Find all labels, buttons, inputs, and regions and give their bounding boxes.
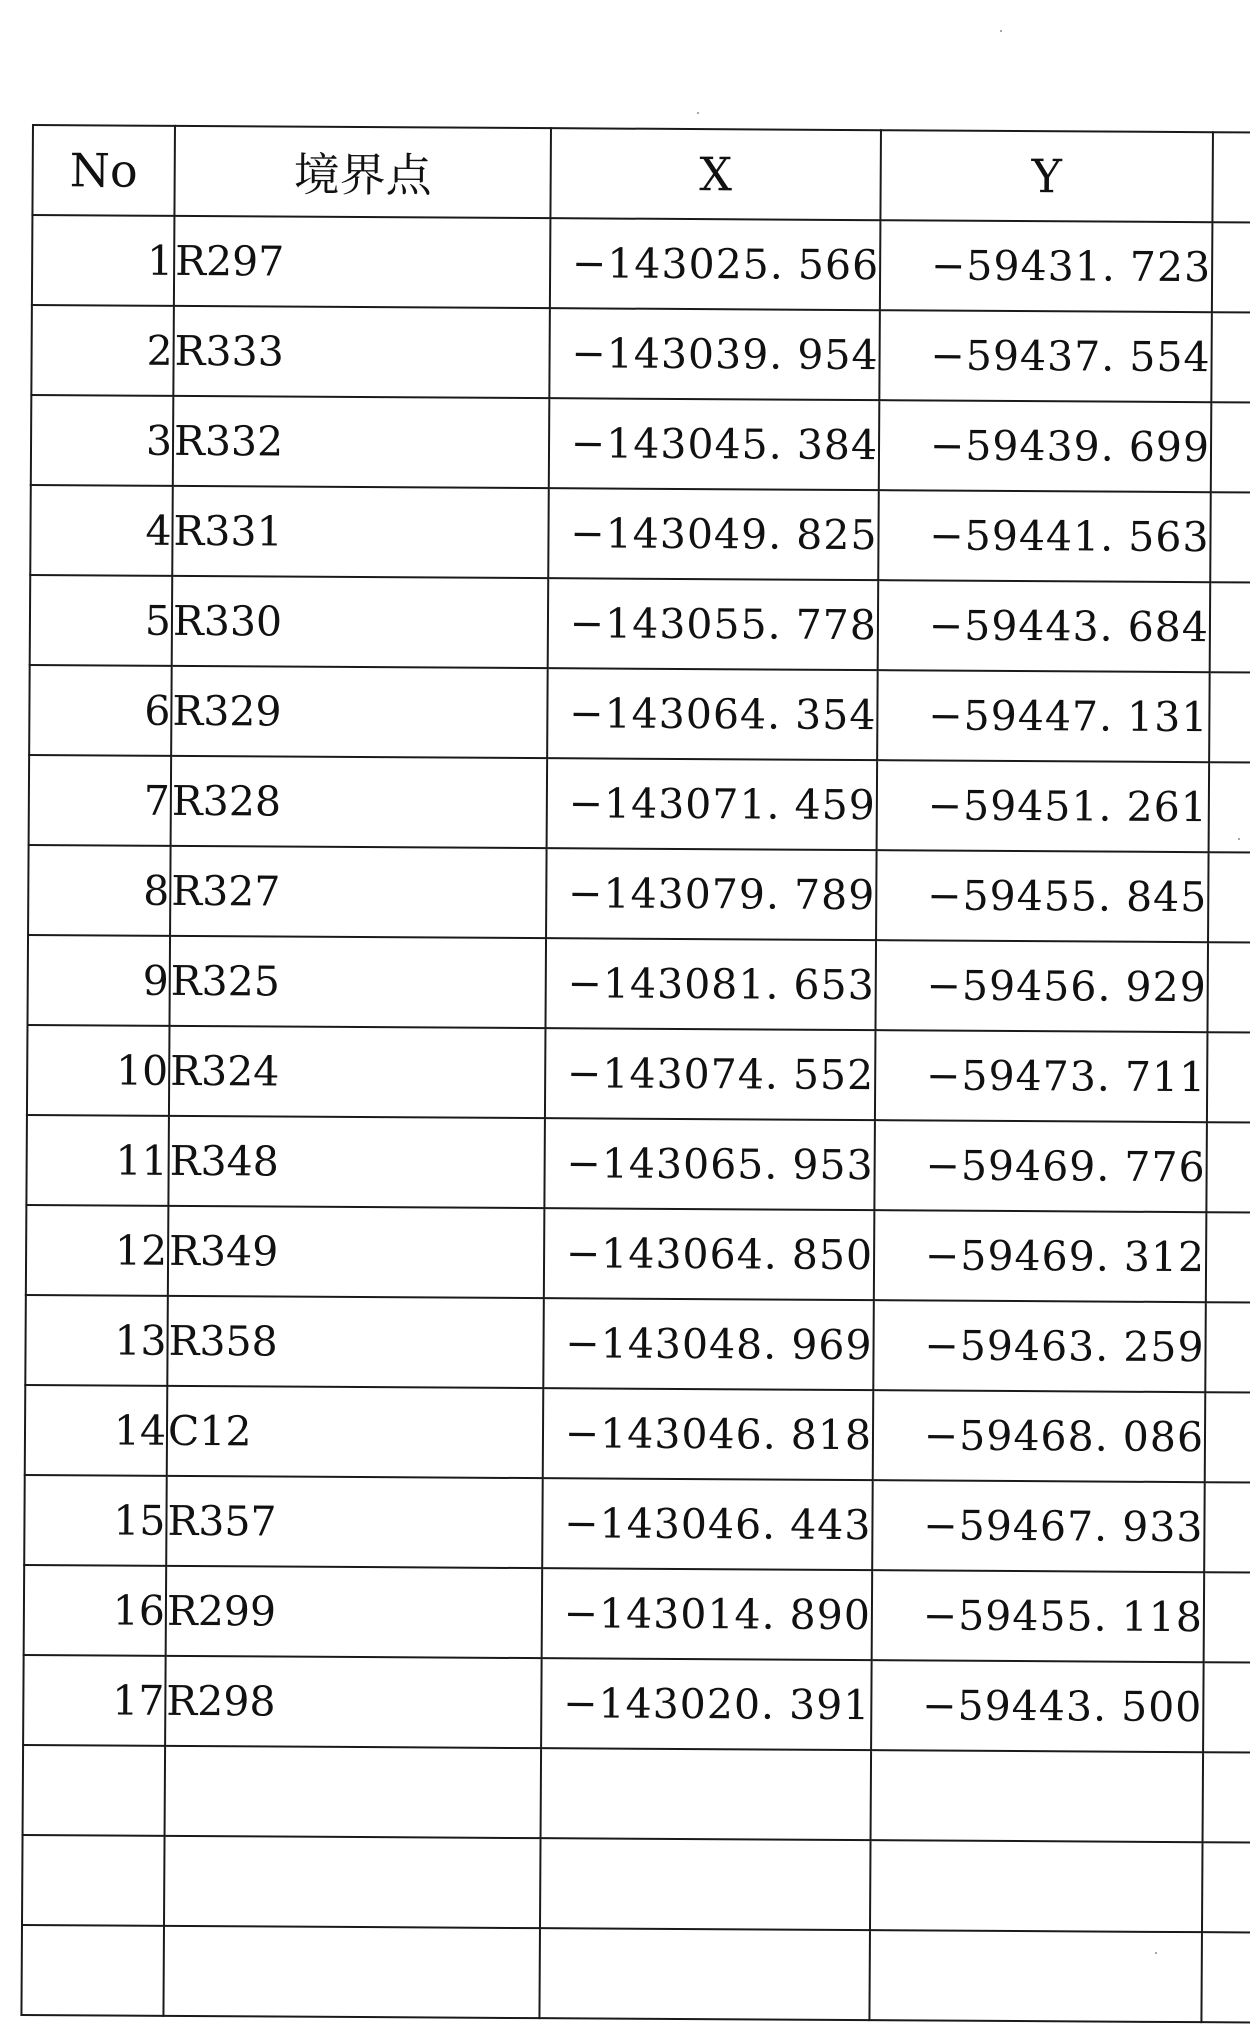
cell-boundary-point: R358 [167, 1296, 544, 1388]
cell-boundary-point [163, 1926, 540, 2018]
cell-no: 17 [23, 1655, 166, 1746]
cell-cut-off [1212, 222, 1250, 312]
table-row [31, 305, 1250, 403]
cell-y: −59468. 086 [873, 1390, 1206, 1482]
cell-no [21, 1925, 164, 2016]
cell-cut-off [1203, 1662, 1250, 1752]
cell-cut-off [1206, 1122, 1250, 1212]
cell-cut-off [1207, 942, 1250, 1032]
cell-y: −59469. 312 [874, 1210, 1207, 1302]
cell-y: −59456. 929 [875, 940, 1208, 1032]
scan-speck [697, 112, 699, 114]
cell-boundary-point: R297 [174, 216, 551, 308]
cell-cut-off [1206, 1212, 1250, 1302]
table-row [31, 395, 1250, 493]
cell-cut-off [1207, 1032, 1250, 1122]
cell-cut-off [1211, 312, 1250, 402]
cell-y: −59463. 259 [873, 1300, 1206, 1392]
cell-x: −143014. 890 [542, 1568, 873, 1660]
table-row-empty [22, 1835, 1250, 1933]
cell-no: 10 [27, 1025, 170, 1116]
cell-y: −59437. 554 [879, 310, 1212, 402]
cell-y [871, 1750, 1204, 1842]
cell-boundary-point: R298 [165, 1656, 542, 1748]
cell-no [23, 1745, 166, 1836]
cell-x: −143065. 953 [544, 1118, 875, 1210]
boundary-point-sheet [20, 124, 1250, 2023]
cell-boundary-point: R349 [168, 1206, 545, 1298]
cell-y: −59439. 699 [879, 400, 1212, 492]
table-header-row [32, 125, 1250, 223]
cell-x: −143055. 778 [548, 578, 879, 670]
cell-cut-off [1205, 1302, 1250, 1392]
cell-cut-off [1204, 1482, 1250, 1572]
cell-y: −59443. 684 [878, 580, 1211, 672]
cell-boundary-point: R357 [166, 1476, 543, 1568]
cell-cut-off [1209, 762, 1250, 852]
cell-y [869, 1930, 1202, 2022]
cell-x: −143081. 653 [545, 938, 876, 1030]
cell-cut-off [1201, 1932, 1250, 2022]
cell-x: −143046. 818 [543, 1388, 874, 1480]
table-row [23, 1655, 1250, 1753]
cell-cut-off [1211, 402, 1250, 492]
table-row [24, 1475, 1250, 1573]
cell-boundary-point: R348 [168, 1116, 545, 1208]
table-row [32, 215, 1250, 313]
cell-x: −143074. 552 [545, 1028, 876, 1120]
table-row-empty [23, 1745, 1250, 1843]
cell-boundary-point: R331 [172, 486, 549, 578]
table-row-empty [21, 1925, 1250, 2023]
cell-y: −59443. 500 [871, 1660, 1204, 1752]
scan-speck [1000, 30, 1002, 32]
cell-no: 2 [31, 305, 174, 396]
table-row [24, 1565, 1250, 1663]
table-row [26, 1115, 1250, 1213]
cell-boundary-point: R325 [169, 936, 546, 1028]
cell-x [541, 1748, 872, 1840]
cell-y: −59467. 933 [872, 1480, 1205, 1572]
cell-cut-off [1209, 672, 1250, 762]
cell-cut-off [1208, 852, 1250, 942]
cell-no: 14 [25, 1385, 168, 1476]
header-boundary-point: 境界点 [174, 126, 551, 218]
cell-x: −143025. 566 [550, 218, 881, 310]
table-row [30, 485, 1250, 583]
cell-y [870, 1840, 1203, 1932]
table-row [26, 1205, 1250, 1303]
cell-y: −59451. 261 [877, 760, 1210, 852]
cell-no: 15 [24, 1475, 167, 1566]
cell-no: 11 [26, 1115, 169, 1206]
cell-no: 8 [28, 845, 171, 936]
cell-no: 16 [24, 1565, 167, 1656]
cell-x: −143048. 969 [543, 1298, 874, 1390]
cell-y: −59455. 118 [872, 1570, 1205, 1662]
cell-x: −143064. 354 [547, 668, 878, 760]
cell-x [539, 1928, 870, 2020]
cell-no: 4 [30, 485, 173, 576]
cell-boundary-point: R327 [170, 846, 547, 938]
cell-no: 7 [29, 755, 172, 846]
cell-no: 6 [29, 665, 172, 756]
cell-y: −59469. 776 [874, 1120, 1207, 1212]
table-row [29, 755, 1250, 853]
cell-boundary-point [164, 1836, 541, 1928]
table-row [29, 665, 1250, 763]
header-x: X [550, 128, 881, 220]
cell-no [22, 1835, 165, 1926]
cell-x: −143064. 850 [544, 1208, 875, 1300]
cell-boundary-point: R330 [172, 576, 549, 668]
cell-boundary-point: R333 [173, 306, 550, 398]
cell-y: −59447. 131 [877, 670, 1210, 762]
cell-no: 1 [32, 215, 175, 306]
cell-no: 5 [30, 575, 173, 666]
table-row [30, 575, 1250, 673]
header-no: No [32, 125, 175, 216]
table-body [21, 215, 1250, 2022]
cell-x: −143079. 789 [546, 848, 877, 940]
cell-cut-off [1203, 1752, 1250, 1842]
table-row [27, 935, 1250, 1033]
cell-y: −59473. 711 [875, 1030, 1208, 1122]
boundary-coordinate-table [20, 124, 1250, 2023]
cell-cut-off [1202, 1842, 1250, 1932]
cell-y: −59455. 845 [876, 850, 1209, 942]
header-cut-off-column [1212, 132, 1250, 222]
cell-x: −143049. 825 [548, 488, 879, 580]
header-y: Y [880, 130, 1213, 222]
cell-x: −143046. 443 [542, 1478, 873, 1570]
cell-cut-off [1204, 1572, 1250, 1662]
cell-x: −143045. 384 [549, 398, 880, 490]
cell-cut-off [1205, 1392, 1250, 1482]
cell-no: 13 [25, 1295, 168, 1386]
table-row [28, 845, 1250, 943]
cell-x: −143039. 954 [549, 308, 880, 400]
cell-cut-off [1210, 492, 1250, 582]
cell-boundary-point [165, 1746, 542, 1838]
cell-boundary-point: R328 [171, 756, 548, 848]
table-row [27, 1025, 1250, 1123]
cell-boundary-point: C12 [167, 1386, 544, 1478]
cell-boundary-point: R332 [173, 396, 550, 488]
cell-no: 3 [31, 395, 174, 486]
cell-no: 12 [26, 1205, 169, 1296]
cell-cut-off [1210, 582, 1250, 672]
cell-y: −59441. 563 [878, 490, 1211, 582]
cell-x [540, 1838, 871, 1930]
cell-boundary-point: R299 [166, 1566, 543, 1658]
cell-x: −143020. 391 [541, 1658, 872, 1750]
cell-no: 9 [27, 935, 170, 1026]
cell-boundary-point: R324 [169, 1026, 546, 1118]
cell-x: −143071. 459 [547, 758, 878, 850]
cell-boundary-point: R329 [171, 666, 548, 758]
cell-y: −59431. 723 [880, 220, 1213, 312]
table-row [25, 1295, 1250, 1393]
table-row [25, 1385, 1250, 1483]
